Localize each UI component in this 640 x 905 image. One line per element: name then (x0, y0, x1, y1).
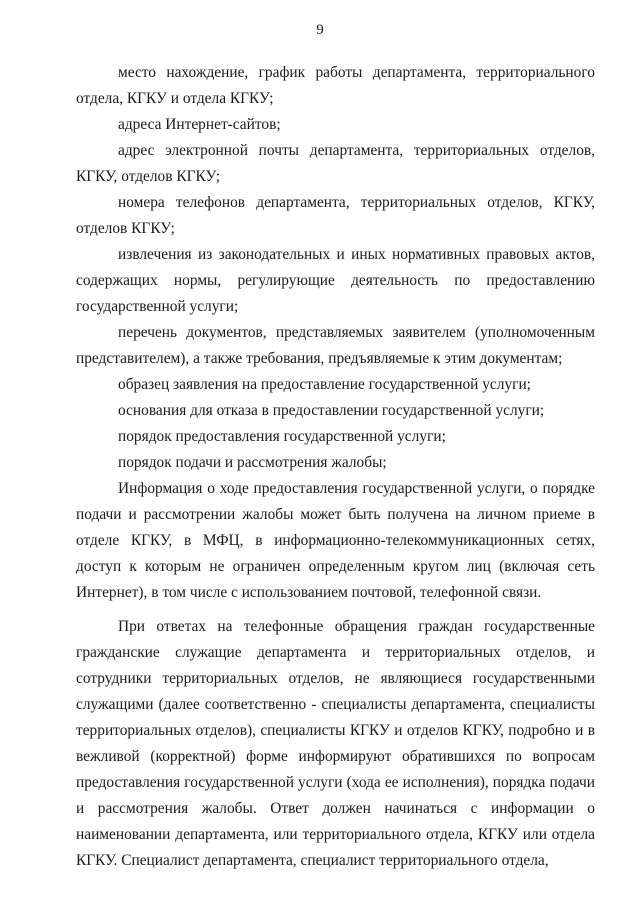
paragraph-legal-excerpts: извлечения из законодательных и иных нормативных правовых актов, содержащих нормы, регулирующие деятельность по предоставлению государственной услуги; (76, 246, 595, 315)
paragraph-website-addresses: адреса Интернет-сайтов; (118, 116, 281, 133)
paragraph-location-schedule: место нахождение, график работы департамента, территориального отдела, КГКУ и отдела КГКУ; (76, 64, 595, 107)
paragraph-phone-numbers: номера телефонов департамента, территориальных отделов, КГКУ, отделов КГКУ; (76, 194, 595, 237)
page-number: 9 (316, 22, 324, 38)
paragraph-complaint-procedure: порядок подачи и рассмотрения жалобы; (118, 454, 387, 471)
paragraph-document-list: перечень документов, представляемых заявителем (уполномоченным представителем), а также требования, предъявляемые к этим документам; (76, 324, 595, 367)
paragraph-refusal-grounds: основания для отказа в предоставлении государственной услуги; (118, 402, 545, 419)
paragraph-progress-information: Информация о ходе предоставления государственной услуги, о порядке подачи и рассмотрении жалобы может быть получена на личном приеме в отделе КГКУ, в МФЦ, в информационно-телекоммуникационных сетях, доступ к которым не ограничен определенным кругом лиц (включая сеть Интернет), в том числе с использованием почтовой, телефонной связи. (76, 480, 595, 601)
document-body (76, 60, 595, 874)
paragraph-service-procedure: порядок предоставления государственной услуги; (118, 428, 446, 445)
paragraph-application-sample: образец заявления на предоставление государственной услуги; (118, 376, 531, 393)
paragraph-phone-inquiries: При ответах на телефонные обращения граждан государственные гражданские служащие департамента и территориальных отделов, и сотрудники территориальных отделов, не являющиеся государственными служащими (далее соответственно - специалисты департамента, специалисты территориальных отделов), специалисты КГКУ и отделов КГКУ, подробно и в вежливой (корректной) форме информируют обратившихся по вопросам предоставления государственной услуги (хода ее исполнения), порядка подачи и рассмотрения жалобы. Ответ должен начинаться с информации о наименовании департамента, или территориального отдела, КГКУ или отдела КГКУ. Специалист департамента, специалист территориального отдела, (76, 618, 595, 869)
paragraph-email-addresses: адрес электронной почты департамента, территориальных отделов, КГКУ, отделов КГКУ; (76, 142, 595, 185)
